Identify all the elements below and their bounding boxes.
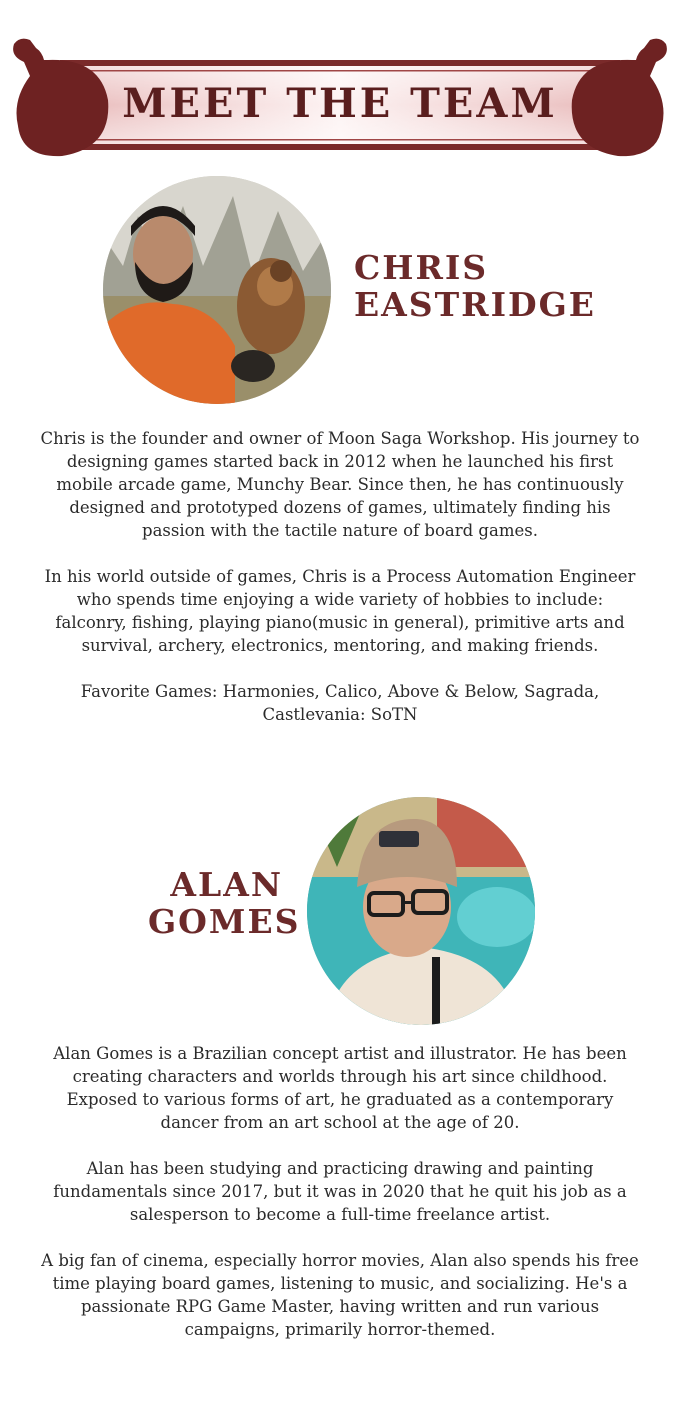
chris-name xyxy=(354,249,596,323)
alan-first-name: ALAN xyxy=(170,865,283,904)
alan-photo xyxy=(307,797,535,1025)
alan-last-name: GOMES xyxy=(148,902,301,941)
chris-bio xyxy=(40,427,640,726)
chris-first-name: CHRIS xyxy=(354,248,489,287)
alan-bio xyxy=(40,1042,640,1341)
alan-bio-paragraph: A big fan of cinema, especially horror movies, Alan also spends his free time playing board games, listening to music, and socializing. He's a passionate RPG Game Master, having written and run various campaigns, primarily horror-themed. xyxy=(41,1251,639,1339)
chris-photo xyxy=(103,176,331,404)
banner-title: MEET THE TEAM xyxy=(122,80,558,127)
chris-bio-paragraph: In his world outside of games, Chris is a Process Automation Engineer who spends time enjoying a wide variety of hobbies to include: falconry, fishing, playing piano(music in general), primitive arts and survival, archery, electronics, mentoring, and making friends. xyxy=(44,567,636,655)
alan-name xyxy=(148,865,301,941)
chris-bio-paragraph: Chris is the founder and owner of Moon Saga Workshop. His journey to designing games started back in 2012 when he launched his first mobile arcade game, Munchy Bear. Since then, he has continuously designed and prototyped dozens of games, ultimately finding his passion with the tactile nature of board games. xyxy=(40,429,640,540)
chris-favorite-games: Favorite Games: Harmonies, Calico, Above & Below, Sagrada, Castlevania: SoTN xyxy=(80,682,600,724)
chris-last-name: EASTRIDGE xyxy=(354,285,596,324)
meet-the-team-banner xyxy=(0,30,680,160)
alan-bio-paragraph: Alan Gomes is a Brazilian concept artist and illustrator. He has been creating characters and worlds through his art since childhood. Exposed to various forms of art, he graduated as a contemporary dancer from an art school at the age of 20. xyxy=(53,1044,627,1132)
alan-bio-paragraph: Alan has been studying and practicing drawing and painting fundamentals since 2017, but it was in 2020 that he quit his job as a salesperson to become a full-time freelance artist. xyxy=(53,1159,627,1224)
